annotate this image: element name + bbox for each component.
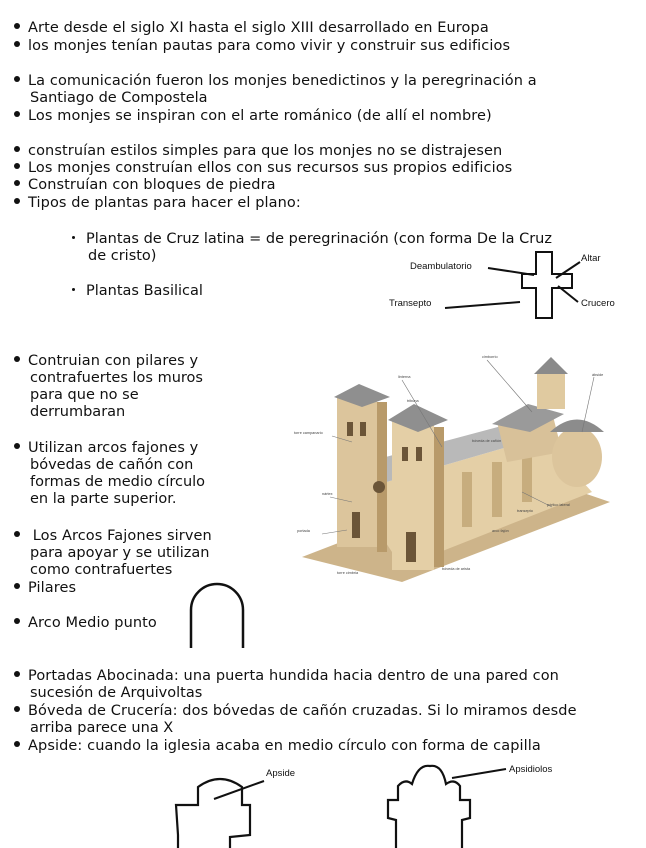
note-text: los monjes tenían pautas para como vivir y construir sus edificios	[28, 38, 511, 54]
note-text: Los monjes se inspiran con el arte románico (de allí el nombre)	[28, 108, 492, 124]
bullet	[14, 356, 20, 362]
bullet	[14, 163, 20, 169]
note-line	[14, 38, 510, 55]
note-text: Bóveda de Crucería: dos bóvedas de cañón cruzadas. Si lo miramos desde	[28, 703, 577, 719]
bullet	[14, 741, 20, 747]
label-deambulatorio: Deambulatorio	[410, 261, 472, 272]
illustration-label: torre cimbria	[337, 571, 359, 575]
label-apsidiolos: Apsidiolos	[509, 764, 553, 775]
note-continuation: como contrafuertes	[30, 562, 173, 578]
label-apside: Apside	[266, 768, 296, 779]
bullet	[14, 706, 20, 712]
note-text: Plantas Basilical	[86, 283, 203, 299]
note-continuation: Santiago de Compostela	[30, 90, 208, 106]
note-line	[14, 440, 198, 457]
note-text: Apside: cuando la iglesia acaba en medio círculo con forma de capilla	[28, 738, 541, 754]
label-crucero: Crucero	[581, 298, 615, 309]
illustration-label: arco fajón	[492, 529, 509, 533]
label-altar: Altar	[581, 253, 601, 264]
bullet	[14, 111, 20, 117]
illustration-label: pórtico lateral	[547, 503, 570, 507]
note-continuation: contrafuertes los muros	[30, 370, 203, 386]
note-text: Tipos de plantas para hacer el plano:	[28, 195, 301, 211]
sub-note-continuation: de cristo)	[88, 248, 157, 264]
apsidiolos-plan-drawing	[380, 760, 520, 848]
note-text: Los Arcos Fajones sirven	[28, 528, 212, 544]
sub-note-line	[72, 231, 552, 248]
illustration-label: cimborrio	[482, 355, 498, 359]
romanesque-church-illustration	[292, 352, 614, 584]
bullet	[14, 198, 20, 204]
note-continuation: bóvedas de cañón con	[30, 457, 194, 473]
note-text: construían estilos simples para que los monjes no se distrajesen	[28, 143, 503, 159]
note-line	[14, 20, 489, 37]
note-line	[14, 353, 198, 370]
sub-note-line	[72, 283, 203, 300]
bullet	[14, 23, 20, 29]
illustration-label: linterna	[398, 375, 411, 379]
bullet	[14, 531, 20, 537]
bullet	[14, 583, 20, 589]
note-text: Utilizan arcos fajones y	[28, 440, 199, 456]
note-line	[14, 615, 157, 632]
note-continuation: formas de medio círculo	[30, 474, 206, 490]
note-continuation: en la parte superior.	[30, 491, 177, 507]
note-text: Arco Medio punto	[28, 615, 157, 631]
illustration-label: torre campanario	[294, 431, 323, 435]
illustration-label: bóveda de arista	[442, 567, 471, 571]
note-text: Pilares	[28, 580, 77, 596]
sub-bullet	[72, 236, 75, 239]
bullet	[14, 671, 20, 677]
illustration-label: bóveda de cañón	[472, 439, 502, 443]
note-continuation: para que no se	[30, 387, 139, 403]
bullet	[14, 76, 20, 82]
half-round-arch-drawing	[185, 580, 250, 652]
illustration-label: tribuna	[407, 399, 419, 403]
bullet	[14, 41, 20, 47]
note-line	[14, 73, 537, 90]
note-text: Arte desde el siglo XI hasta el siglo XIII desarrollado en Europa	[28, 20, 489, 36]
note-continuation: arriba parece una X	[30, 720, 174, 736]
note-text: Portadas Abocinada: una puerta hundida hacia dentro de una pared con	[28, 668, 559, 684]
bullet	[14, 443, 20, 449]
note-line	[14, 528, 212, 545]
illustration-label: portada	[297, 529, 310, 533]
note-line	[14, 195, 301, 212]
note-line	[14, 703, 577, 720]
note-line	[14, 580, 76, 597]
note-continuation: para apoyar y se utilizan	[30, 545, 210, 561]
note-text: Contruian con pilares y	[28, 353, 199, 369]
note-line	[14, 177, 276, 194]
bullet	[14, 146, 20, 152]
note-line	[14, 143, 502, 160]
note-text: Construían con bloques de piedra	[28, 177, 276, 193]
note-text: La comunicación fueron los monjes benedictinos y la peregrinación a	[28, 73, 537, 89]
bullet	[14, 618, 20, 624]
note-line	[14, 160, 512, 177]
note-continuation: sucesión de Arquivoltas	[30, 685, 203, 701]
note-text: Los monjes construían ellos con sus recursos sus propios edificios	[28, 160, 513, 176]
note-line	[14, 668, 559, 685]
note-continuation: derrumbaran	[30, 404, 126, 420]
label-transepto: Transepto	[389, 298, 432, 309]
note-line	[14, 108, 492, 125]
illustration-label: nártex	[322, 492, 333, 496]
illustration-label: transepto	[517, 509, 533, 513]
bullet	[14, 180, 20, 186]
note-text: Plantas de Cruz latina = de peregrinación (con forma De la Cruz	[86, 231, 552, 247]
illustration-label: ábside	[592, 373, 604, 377]
note-line	[14, 738, 541, 755]
sub-bullet	[72, 288, 75, 291]
